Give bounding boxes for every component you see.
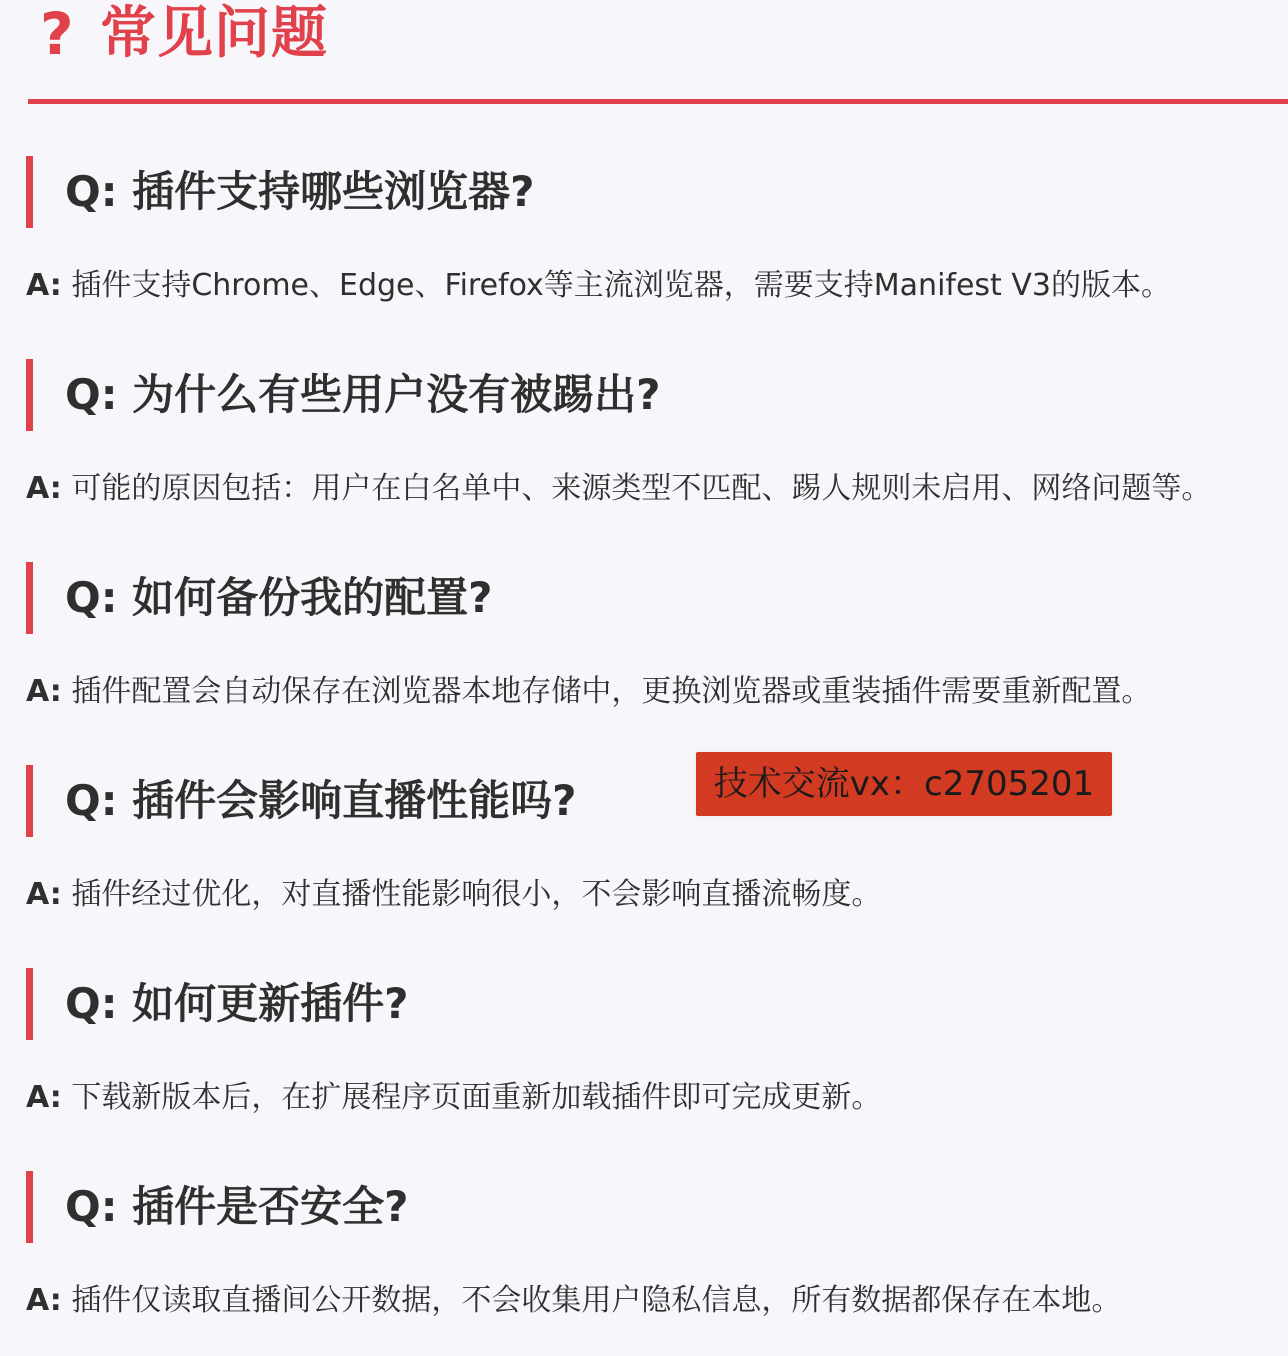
page-header [28, 0, 1288, 104]
faq-answer [26, 266, 1286, 306]
answer-text: 插件配置会自动保存在浏览器本地存储中，更换浏览器或重装插件需要重新配置。 [71, 674, 1152, 709]
answer-text: 插件支持Chrome、Edge、Firefox等主流浏览器，需要支持Manifest V3的版本。 [71, 268, 1171, 303]
contact-stamp: 技术交流vx：c2705201 [696, 752, 1112, 816]
answer-text: 下载新版本后，在扩展程序页面重新加载插件即可完成更新。 [71, 1080, 882, 1115]
faq-answer [26, 672, 1286, 712]
faq-item [26, 359, 1286, 509]
faq-question: Q: 如何备份我的配置? [26, 562, 1286, 634]
answer-text: 插件仅读取直播间公开数据，不会收集用户隐私信息，所有数据都保存在本地。 [71, 1283, 1122, 1318]
faq-question: Q: 插件是否安全? [26, 1171, 1286, 1243]
question-icon: ? [40, 0, 74, 68]
faq-question: Q: 为什么有些用户没有被踢出? [26, 359, 1286, 431]
faq-item [26, 156, 1286, 306]
answer-text: 可能的原因包括：用户在白名单中、来源类型不匹配、踢人规则未启用、网络问题等。 [71, 471, 1212, 506]
answer-label: A: [26, 1283, 62, 1318]
faq-item [26, 1171, 1286, 1321]
faq-answer [26, 1078, 1286, 1118]
page-title: 常见问题 [100, 1, 328, 66]
answer-label: A: [26, 268, 62, 303]
faq-answer [26, 875, 1286, 915]
faq-item [26, 968, 1286, 1118]
answer-label: A: [26, 877, 62, 912]
faq-answer [26, 469, 1286, 509]
faq-question: Q: 插件会影响直播性能吗? [26, 765, 1286, 837]
answer-text: 插件经过优化，对直播性能影响很小，不会影响直播流畅度。 [71, 877, 882, 912]
faq-question: Q: 如何更新插件? [26, 968, 1286, 1040]
faq-answer [26, 1281, 1286, 1321]
faq-item [26, 562, 1286, 712]
answer-label: A: [26, 674, 62, 709]
answer-label: A: [26, 471, 62, 506]
answer-label: A: [26, 1080, 62, 1115]
faq-question: Q: 插件支持哪些浏览器? [26, 156, 1286, 228]
